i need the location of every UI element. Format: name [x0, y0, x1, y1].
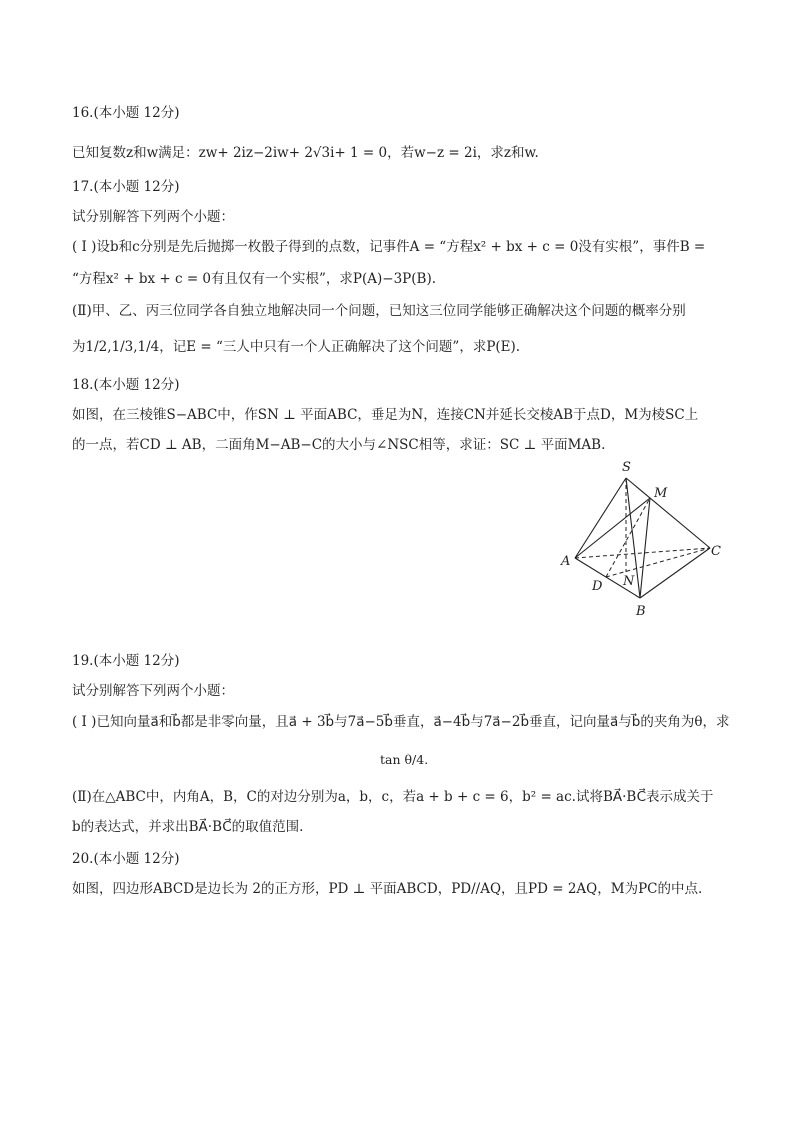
edge-BC	[640, 548, 710, 598]
problem-17-intro: 试分别解答下列两个小题：	[72, 209, 234, 225]
problem-17-header: 17.(本小题 12分)	[72, 179, 180, 195]
problem-19-intro: 试分别解答下列两个小题：	[72, 683, 234, 699]
edge-DC-hidden	[606, 548, 710, 577]
problem-18-line2: 的一点，若CD ⊥ AB，二面角M−AB−C的大小与∠NSC相等，求证：SC ⊥ 平面MAB.	[72, 437, 606, 453]
problem-19-header: 19.(本小题 12分)	[72, 653, 180, 669]
problem-18-line1: 如图，在三棱锥S−ABC中，作SN ⊥ 平面ABC，垂足为N，连接CN并延长交棱AB于点D，M为棱SC上	[72, 407, 699, 423]
label-M: M	[654, 486, 668, 501]
label-B: B	[636, 604, 646, 619]
label-A: A	[561, 554, 571, 569]
problem-16-header: 16.(本小题 12分)	[72, 105, 180, 121]
problem-17-part2-line2: 为1/2,1/3,1/4，记E = “三人中只有一个人正确解决了这个问题”，求P(E).	[72, 339, 521, 355]
edge-SC	[626, 478, 710, 548]
edge-AM	[575, 498, 650, 558]
problem-19-part1-line2: tan θ/4.	[380, 752, 429, 767]
edge-SA	[575, 478, 626, 558]
problem-17-part2-line1: (Ⅱ)甲、乙、丙三位同学各自独立地解决同一个问题，已知这三位同学能够正确解决这个问题的概率分别	[72, 303, 686, 319]
problem-20-line1: 如图，四边形ABCD是边长为 2的正方形，PD ⊥ 平面ABCD，PD//AQ，且PD = 2AQ，M为PC的中点.	[72, 881, 703, 897]
label-S: S	[622, 460, 631, 475]
problem-18-header: 18.(本小题 12分)	[72, 377, 180, 393]
edge-AC-hidden	[575, 548, 710, 558]
problem-19-part2-line2: b的表达式，并求出BA⃗·BC⃗的取值范围.	[72, 819, 304, 835]
label-N: N	[623, 574, 635, 589]
problem-16-text: 已知复数z和w满足：zw+ 2iz−2iw+ 2√3i+ 1 = 0，若w−z = 2i，求z和w.	[72, 145, 539, 161]
problem-17-part1-line2: “方程x² + bx + c = 0有且仅有一个实根”，求P(A)−3P(B).	[72, 271, 437, 287]
problem-17-part1-line1: ( I )设b和c分别是先后抛掷一枚骰子得到的点数，记事件A = “方程x² + bx + c = 0没有实根”，事件B =	[72, 239, 706, 255]
problem-19-part1-line1: ( I )已知向量a⃗和b⃗都是非零向量，且a⃗ + 3b⃗与7a⃗−5b⃗垂直，a⃗−4b⃗与7a⃗−2b⃗垂直，记向量a⃗与b⃗的夹角为θ，求	[72, 714, 730, 730]
label-D: D	[592, 579, 603, 594]
tetrahedron-figure	[550, 455, 730, 625]
problem-20-header: 20.(本小题 12分)	[72, 851, 180, 867]
label-C: C	[711, 544, 721, 559]
problem-19-part2-line1: (Ⅱ)在△ABC中，内角A，B，C的对边分别为a，b，c，若a + b + c = 6，b² = ac.试将BA⃗·BC⃗表示成关于	[72, 789, 714, 805]
